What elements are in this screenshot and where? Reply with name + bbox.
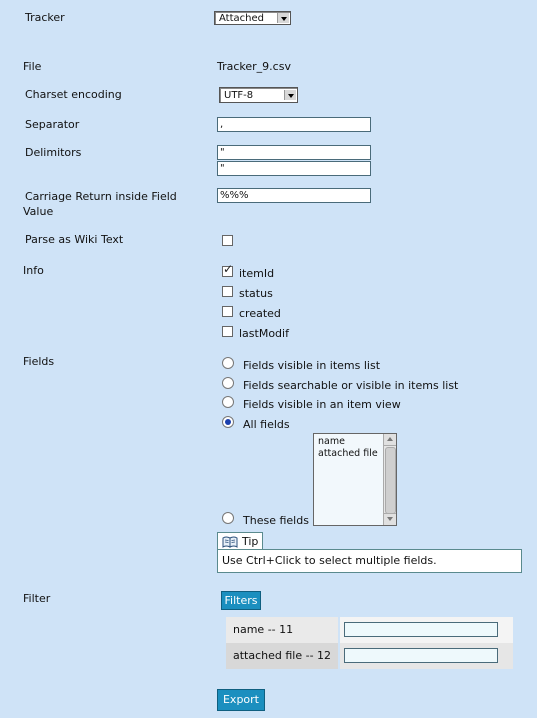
fields-label: Fields	[23, 355, 55, 368]
carriage-return-label-line2: Value	[23, 205, 54, 218]
tip-tab	[217, 532, 263, 550]
fields-multiselect[interactable]	[313, 433, 397, 526]
scrollbar[interactable]	[383, 434, 396, 525]
scrollbar-thumb[interactable]	[385, 447, 396, 514]
filter-name-label: name -- 11	[226, 617, 338, 643]
scroll-down-icon[interactable]	[384, 513, 396, 525]
info-itemid-label: itemId	[239, 267, 275, 280]
delimitor-open-input[interactable]: "	[217, 145, 371, 160]
list-item[interactable]: name	[318, 436, 345, 447]
filter-attached-file-input[interactable]	[344, 648, 498, 663]
fields-these-radio[interactable]	[222, 512, 234, 524]
tip-title: Tip	[242, 535, 259, 548]
fields-visible-list-label: Fields visible in items list	[243, 359, 381, 372]
list-item[interactable]: attached file	[318, 448, 378, 459]
carriage-return-input[interactable]: %%%	[217, 188, 371, 203]
file-name: Tracker_9.csv	[217, 60, 291, 73]
export-button[interactable]: Export	[217, 689, 265, 711]
fields-all-label: All fields	[243, 418, 290, 431]
fields-searchable-radio[interactable]	[222, 377, 234, 389]
filters-button[interactable]: Filters	[221, 591, 261, 610]
parse-wiki-checkbox[interactable]	[222, 235, 233, 246]
charset-select[interactable]	[219, 87, 298, 103]
filter-attached-file-cell	[340, 643, 513, 669]
tracker-select-value: Attached	[219, 13, 264, 24]
info-status-checkbox[interactable]	[222, 286, 233, 297]
filter-attached-file-label: attached file -- 12	[226, 643, 338, 669]
tracker-label: Tracker	[25, 11, 65, 24]
chevron-down-icon	[284, 90, 296, 100]
fields-searchable-label: Fields searchable or visible in items list	[243, 379, 459, 392]
charset-label: Charset encoding	[25, 88, 122, 101]
separator-input[interactable]: ,	[217, 117, 371, 132]
filter-name-input[interactable]	[344, 622, 498, 637]
charset-select-value: UTF-8	[224, 90, 254, 101]
filter-table	[226, 617, 513, 669]
table-row	[226, 643, 513, 669]
info-status-label: status	[239, 287, 273, 300]
file-label: File	[23, 60, 42, 73]
fields-these-label: These fields	[243, 514, 309, 527]
filter-label: Filter	[23, 592, 51, 605]
delimitors-label: Delimitors	[25, 146, 82, 159]
info-label: Info	[23, 264, 44, 277]
delimitor-close-input[interactable]: "	[217, 161, 371, 176]
info-lastmodif-checkbox[interactable]	[222, 326, 233, 337]
filter-name-cell	[340, 617, 513, 643]
table-row	[226, 617, 513, 643]
info-lastmodif-label: lastModif	[239, 327, 289, 340]
tip-text: Use Ctrl+Click to select multiple fields.	[217, 549, 522, 573]
scroll-up-icon[interactable]	[384, 434, 396, 446]
carriage-return-label: Carriage Return inside Field	[25, 190, 177, 203]
fields-visible-view-label: Fields visible in an item view	[243, 398, 401, 411]
tracker-select[interactable]	[214, 11, 291, 25]
parse-wiki-label: Parse as Wiki Text	[25, 233, 124, 246]
info-created-label: created	[239, 307, 281, 320]
info-itemid-checkbox[interactable]	[222, 266, 233, 277]
fields-all-radio[interactable]	[222, 416, 234, 428]
separator-label: Separator	[25, 118, 80, 131]
chevron-down-icon	[277, 13, 289, 23]
fields-visible-view-radio[interactable]	[222, 396, 234, 408]
info-created-checkbox[interactable]	[222, 306, 233, 317]
fields-visible-list-radio[interactable]	[222, 357, 234, 369]
